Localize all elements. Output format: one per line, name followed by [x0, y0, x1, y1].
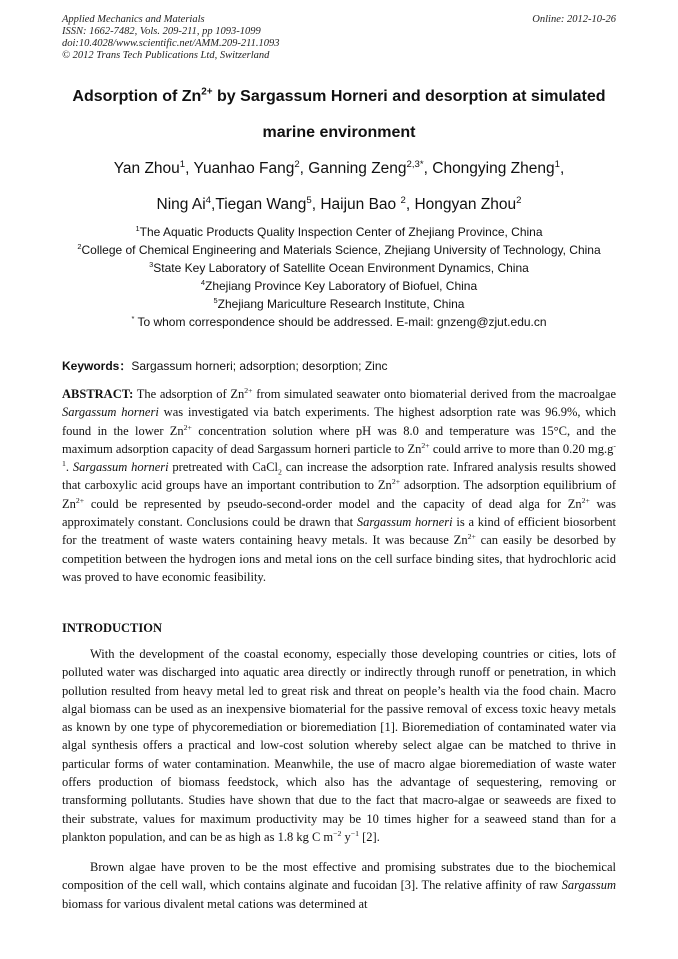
author-name: Hongyan Zhou: [414, 196, 517, 213]
journal-name: Applied Mechanics and Materials: [62, 14, 205, 25]
author-name: Ning Ai: [156, 196, 206, 213]
introduction-paragraph-2: Brown algae have proven to be the most effective and promising substrates due to the biochemical composition of the cell wall, which contains alginate and fucoidan [3]. The relative affinity of raw Sargassum biomass for various divalent metal cations was determined at: [62, 860, 616, 911]
abstract: ABSTRACT: The adsorption of $Zn^{2+}$ from simulated seawater onto biomaterial derived from the macroalgae Sargassum horneri was investigated via batch experiments. The highest adsorption rate was 96.9%, which found in the lower $Zn^{2+}$ concentration solution where pH was 8.0 and temperature was 15°C, and the maximum adsorption capacity of dead Sargassum horneri particle to $Zn^{2+}$ could arrive to more than 0.20 $mg.g^{-1}$. Sargassum horneri pretreated with CaCl$_2$ can increase the adsorption rate. Infrared analysis results showed that carboxylic acid groups have an important contribution to $Zn^{2+}$ adsorption. The adsorption equilibrium of $Zn^{2+}$ could be represented by pseudo-second-order model and the capacity of dead alga for $Zn^{2+}$ was approximately constant. Conclusions could be drawn that Sargassum horneri is a kind of efficient biosorbent for the treatment of waste waters containing heavy metals. It was because $Zn^{2+}$ can easily be desorbed by competition between the hydrogen ions and metal ions on the cell surface binding sites, that hydrochloric acid was proved to have economic feasibility.: [62, 385, 616, 584]
author-name: Ganning Zeng: [308, 160, 407, 177]
keywords-label: Keywords：: [62, 359, 132, 373]
paper-title-line-1: Adsorption of $Zn^{2+}$ by Sargassum Horneri and desorption at simulated: [72, 86, 606, 105]
affiliation-2: $^2$College of Chemical Engineering and Materials Science, Zhejiang University of Technology, China: [77, 242, 601, 257]
author-name: Chongying Zheng: [432, 160, 555, 177]
author-name: Haijun Bao: [320, 196, 397, 213]
paper-title-line-2: marine environment: [262, 124, 416, 141]
affiliation-5: $^5$Zhejiang Mariculture Research Institute, China: [213, 296, 465, 311]
author-name: Yan Zhou: [113, 160, 180, 177]
introduction-heading: INTRODUCTION: [62, 621, 163, 635]
introduction-paragraph-1: With the development of the coastal economy, especially those developing countries or cities, lots of polluted water was discharged into aquatic area directly or indirectly through runoff or penetration, in which pollution resulted from heavy metal led to great risk and threat on people’s health via the food chain. Macro algal biomass can be used as an inexpensive biomaterial for the passive removal of excess toxic heavy metals as known by one type of phycoremediation or bioremediation [1]. Bioremediation of contaminated water via algal synthesis offers a practical and low-cost solution whereby select algae can be matched to thrive in particular forms of water contamination. Meanwhile, the use of macro algae bioremediation of waste water offers production of biomass feedstock, which also has the advantage of sequestering, removing or transforming pollutants. Studies have shown that due to the fact that macro-algae or seaweeds are fixed to their substrate, values for maximum productivity may be 10 times higher for a seaweed stand than for a plankton population, and can be as high as 1.8 kg C $m^{-2}$ $y^{-1}$ [2].: [62, 647, 616, 844]
copyright-line: © 2012 Trans Tech Publications Ltd, Switzerland: [62, 50, 270, 61]
affiliation-3: $^3$State Key Laboratory of Satellite Ocean Environment Dynamics, China: [149, 260, 529, 275]
author-name: Tiegan Wang: [215, 196, 307, 213]
online-date: Online: 2012-10-26: [532, 14, 616, 25]
keywords: [62, 357, 388, 374]
correspondence-note: * To whom correspondence should be addressed. E-mail: gnzeng@zjut.edu.cn: [131, 314, 547, 329]
author-name: Yuanhao Fang: [193, 160, 295, 177]
affiliation-1: $^1$The Aquatic Products Quality Inspection Center of Zhejiang Province, China: [135, 224, 543, 239]
affiliation-4: $^4$Zhejiang Province Key Laboratory of Biofuel, China: [200, 278, 478, 293]
abstract-label: ABSTRACT:: [62, 387, 134, 401]
author-line-2: Ning Ai$^4$,Tiegan Wang$^5$, Haijun Bao $^2$, Hongyan Zhou$^2$: [156, 194, 522, 213]
doi-line: doi:10.4028/www.scientific.net/AMM.209-211.1093: [62, 38, 280, 49]
issn-line: ISSN: 1662-7482, Vols. 209-211, pp 1093-1099: [62, 26, 261, 37]
keywords-text: Sargassum horneri; adsorption; desorption; Zinc: [131, 359, 388, 373]
journal-header: [62, 14, 616, 62]
author-line-1: Yan Zhou$^1$, Yuanhao Fang$^2$, Ganning Zeng$^{2,3*}$, Chongying Zheng$^1$,: [113, 158, 565, 177]
